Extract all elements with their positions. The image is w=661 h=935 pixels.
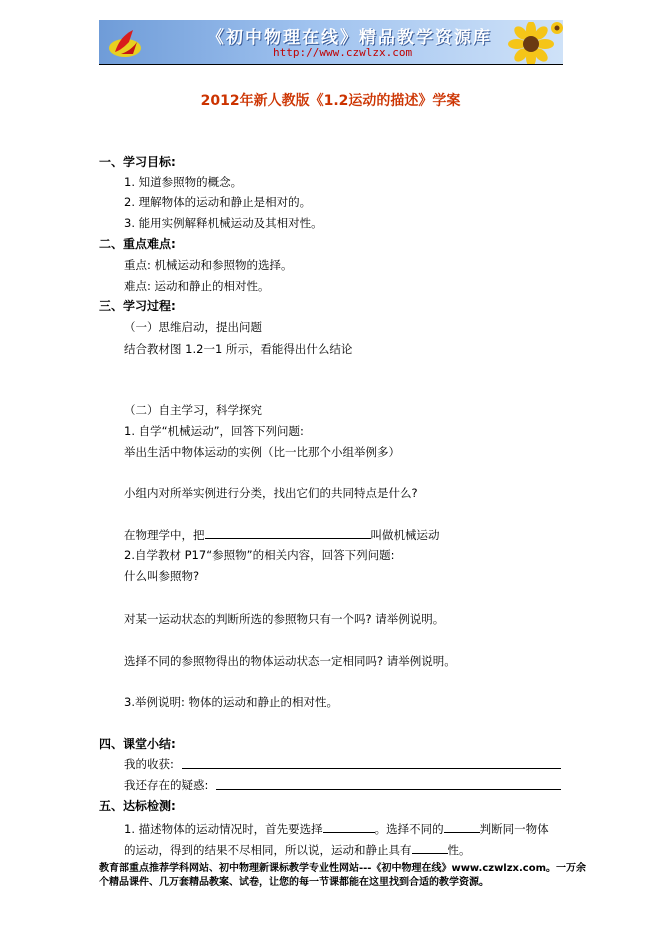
- test-question-1-line2: [124, 842, 471, 857]
- test-q1-text-a: 1. 描述物体的运动情况时，首先要选择: [124, 822, 323, 836]
- footer-line: 教育部重点推荐学科网站、初中物理新课标教学专业性网站---《初中物理在线》www.czwlzx.com。一万余: [99, 863, 587, 874]
- section-heading-keypoints: 二、重点难点:: [99, 237, 176, 251]
- question-2b: 对某一运动状态的判断所选的参照物只有一个吗? 请举例说明。: [124, 612, 445, 626]
- test-q1-text-e: 性。: [447, 843, 471, 857]
- question-2c: 选择不同的参照物得出的物体运动状态一定相同吗? 请举例说明。: [124, 654, 456, 668]
- question-1c: [124, 527, 440, 542]
- part-one-title: （一）思维启动，提出问题: [124, 320, 262, 334]
- answer-blank[interactable]: [323, 821, 375, 833]
- question-1c-prefix: 在物理学中，把: [124, 528, 205, 542]
- objective-item: 1. 知道参照物的概念。: [124, 175, 243, 189]
- test-q1-text-d: 的运动，得到的结果不尽相同，所以说，运动和静止具有: [124, 843, 412, 857]
- part-one-text: 结合教材图 1.2一1 所示，看能得出什么结论: [124, 342, 353, 356]
- question-1a: 举出生活中物体运动的实例（比一比那个小组举例多）: [124, 445, 400, 459]
- test-q1-text-c: 判断同一物体: [479, 822, 549, 836]
- objective-item: 3. 能用实例解释机械运动及其相对性。: [124, 216, 323, 230]
- page-footer: [99, 862, 587, 890]
- banner-title: 《初中物理在线》精品教学资源库: [207, 28, 492, 48]
- test-q1-text-b: 。选择不同的: [374, 822, 444, 836]
- key-point: 重点: 机械运动和参照物的选择。: [124, 258, 293, 272]
- part-two-title: （二）自主学习，科学探究: [124, 403, 262, 417]
- summary-doubt-blank[interactable]: [216, 789, 561, 790]
- summary-gain-blank[interactable]: [182, 768, 561, 769]
- summary-doubt-label: 我还存在的疑惑:: [124, 778, 209, 792]
- header-divider: [99, 64, 563, 65]
- answer-blank[interactable]: [412, 842, 448, 854]
- question-1c-suffix: 叫做机械运动: [370, 528, 440, 542]
- footer-line: 个精品课件、几万套精品教案、试卷，让您的每一节课都能在这里找到合适的教学资源。: [99, 877, 489, 888]
- answer-blank[interactable]: [444, 821, 480, 833]
- summary-gain-label: 我的收获:: [124, 757, 174, 771]
- objective-item: 2. 理解物体的运动和静止是相对的。: [124, 195, 312, 209]
- section-heading-test: 五、达标检测:: [99, 799, 176, 813]
- question-2a: 什么叫参照物?: [124, 569, 200, 583]
- question-1: 1. 自学“机械运动”，回答下列问题:: [124, 424, 304, 438]
- section-heading-objectives: 一、学习目标:: [99, 155, 176, 169]
- question-1b: 小组内对所举实例进行分类，找出它们的共同特点是什么?: [124, 486, 418, 500]
- question-2: 2.自学教材 P17“参照物”的相关内容，回答下列问题:: [124, 548, 395, 562]
- question-3: 3.举例说明: 物体的运动和静止的相对性。: [124, 695, 339, 709]
- header-banner: [99, 20, 563, 64]
- section-heading-summary: 四、课堂小结:: [99, 737, 176, 751]
- test-question-1-line1: [124, 821, 549, 836]
- section-heading-process: 三、学习过程:: [99, 299, 176, 313]
- page-title: 2012年新人教版《1.2运动的描述》学案: [200, 93, 461, 109]
- answer-blank[interactable]: [205, 527, 371, 539]
- banner-url[interactable]: http://www.czwlzx.com: [273, 46, 413, 59]
- site-logo-icon: [107, 26, 143, 60]
- sunflower-icon: [501, 22, 563, 64]
- difficult-point: 难点: 运动和静止的相对性。: [124, 279, 270, 293]
